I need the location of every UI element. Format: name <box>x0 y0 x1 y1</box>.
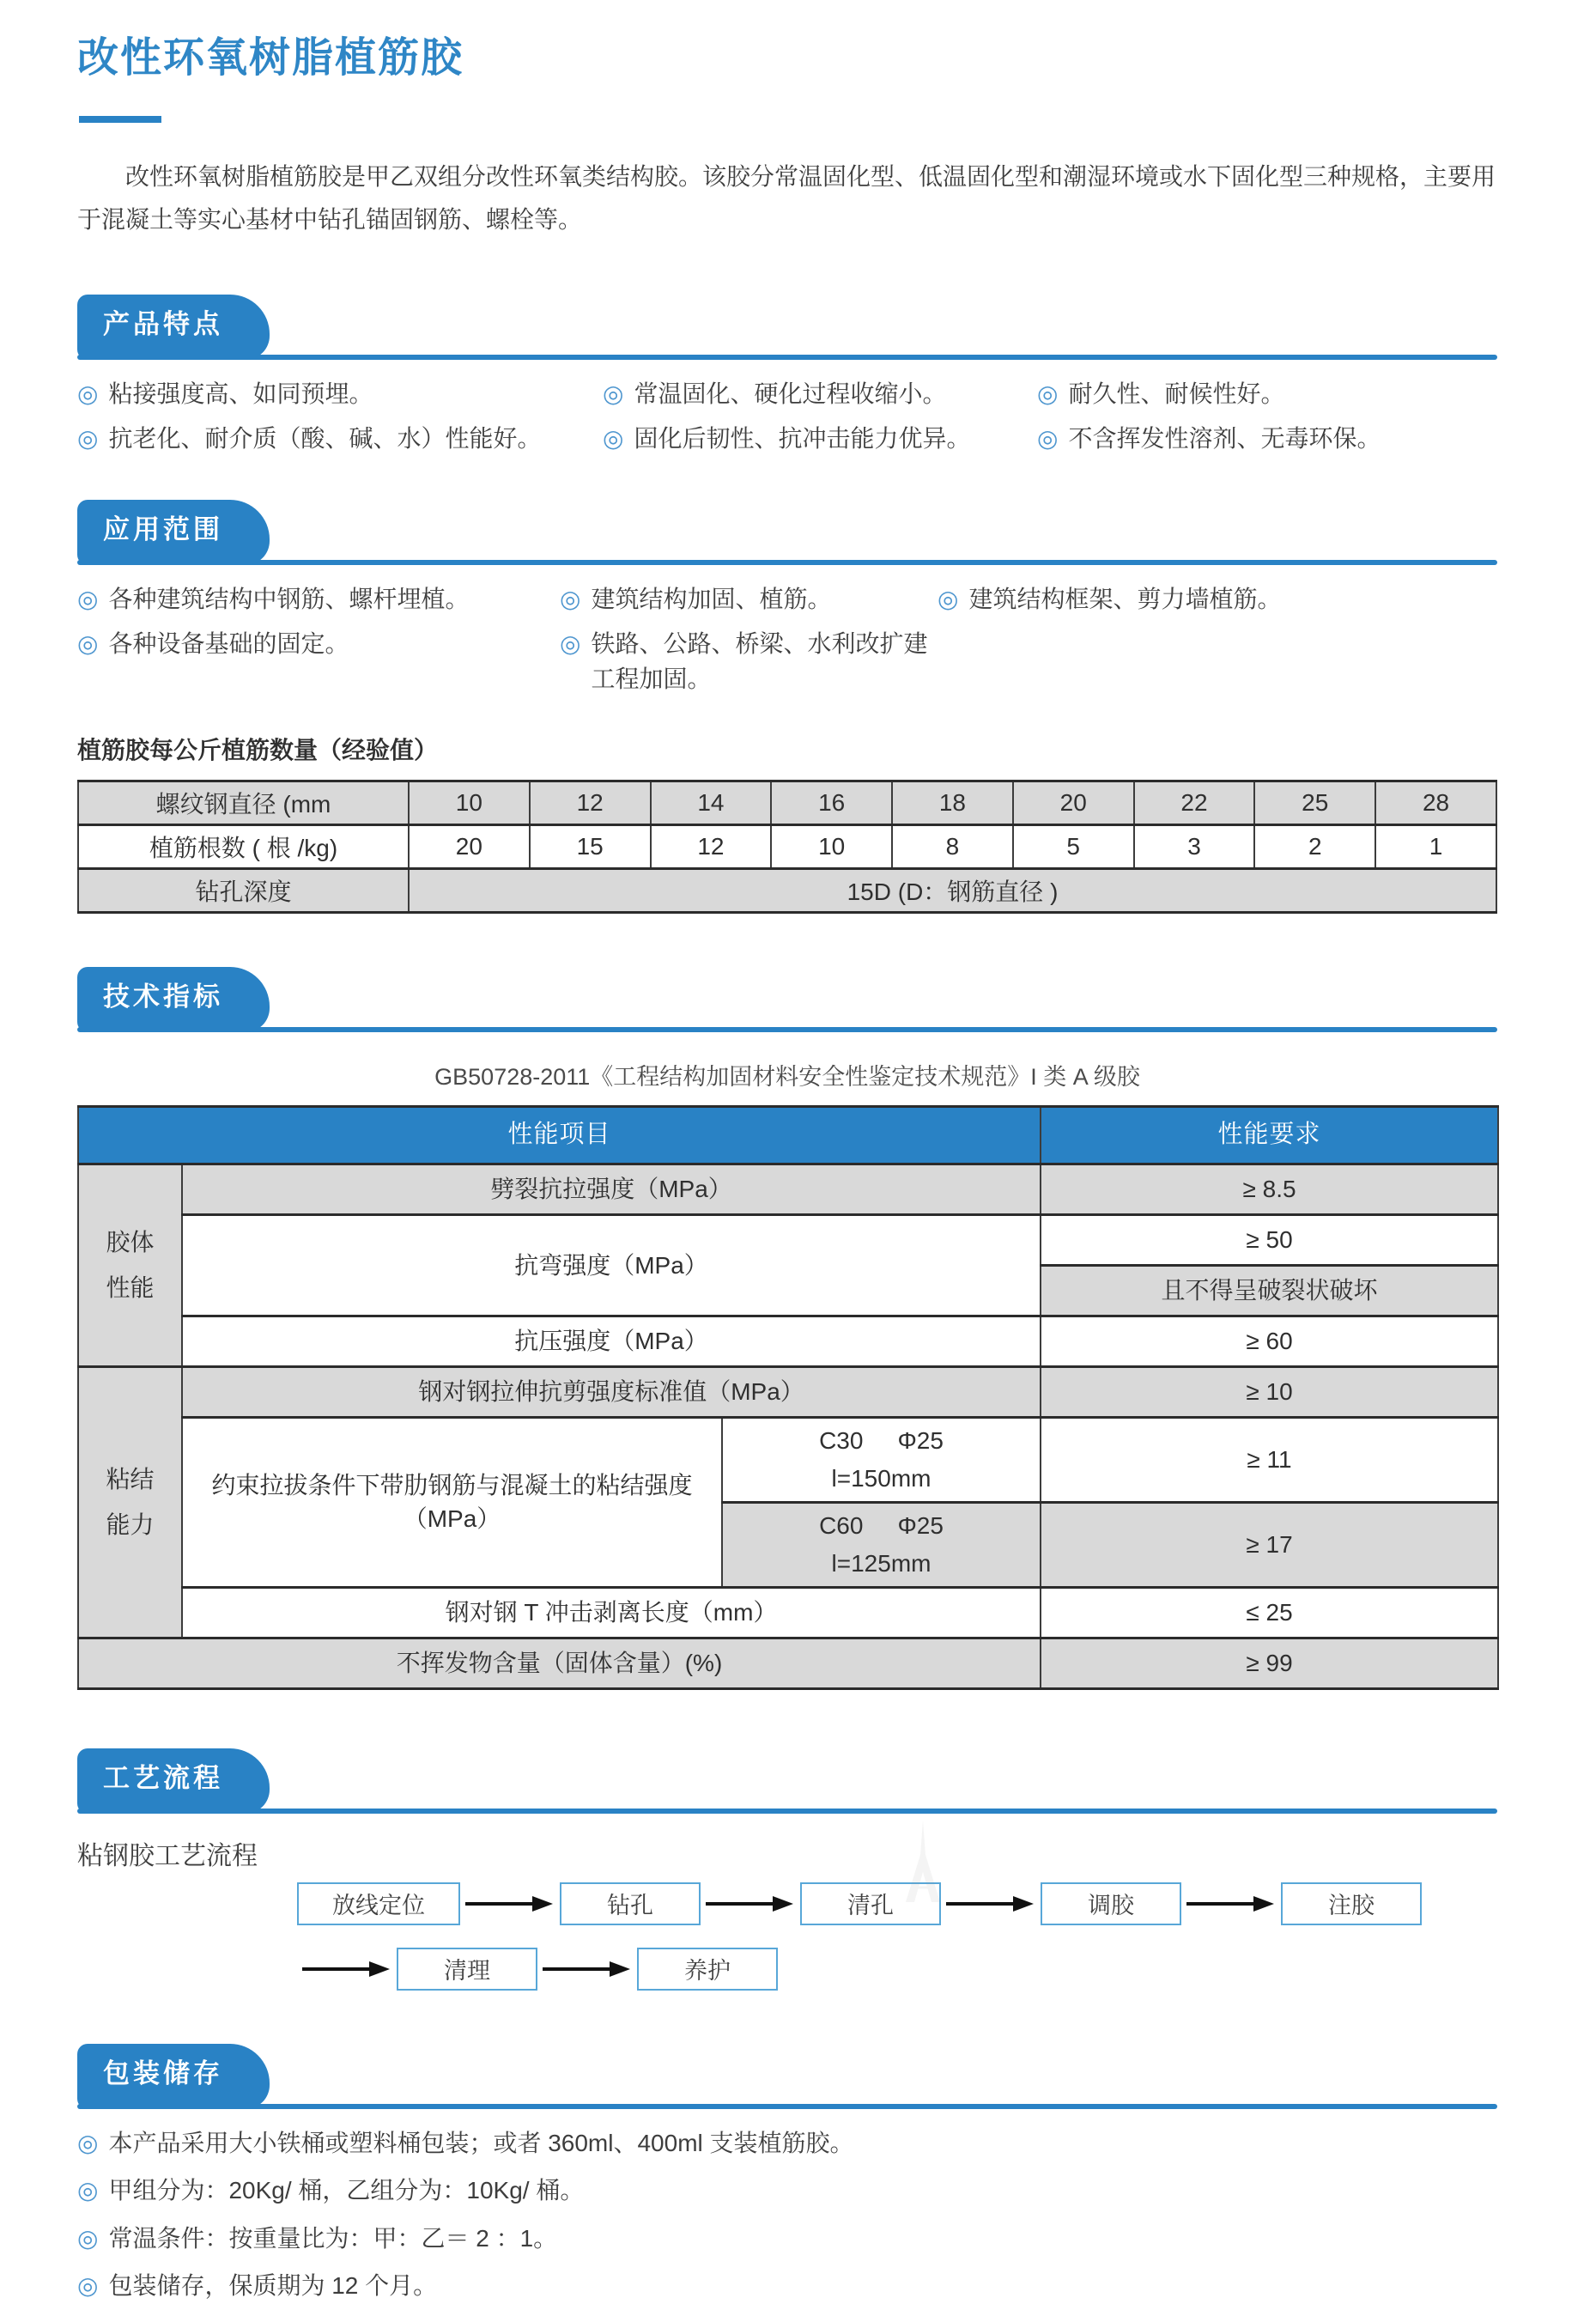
flow-step: 钻孔 <box>560 1882 701 1925</box>
bullet-icon: ◎ <box>77 425 99 453</box>
value-cell: ≥ 99 <box>1041 1638 1498 1688</box>
section-banner-specs <box>77 962 1497 1032</box>
list-item <box>603 422 1037 457</box>
group-header <box>78 1164 182 1366</box>
list-item <box>77 582 560 617</box>
application-text: 铁路、公路、桥梁、水利改扩建工程加固。 <box>591 630 928 693</box>
list-item <box>77 2269 1497 2304</box>
table-row <box>78 824 1496 868</box>
section-heading-process: 工艺流程 <box>77 1748 270 1814</box>
condition-bar: Φ25 <box>897 1512 944 1540</box>
table-cell: 1 <box>1375 824 1496 868</box>
table-row <box>78 1366 1498 1417</box>
value-cell: ≥ 11 <box>1041 1417 1498 1502</box>
rebar-table <box>77 780 1497 914</box>
applications-list <box>77 582 1497 697</box>
bullet-icon: ◎ <box>603 425 624 453</box>
row-header: 螺纹钢直径 (mm <box>78 781 409 824</box>
bullet-icon: ◎ <box>938 585 959 612</box>
storage-text: 常温条件：按重量比为：甲：乙＝ 2 ：1。 <box>108 2224 558 2252</box>
arrow-right-icon <box>706 1894 795 1914</box>
table-cell: 12 <box>651 824 772 868</box>
list-item <box>1037 422 1497 457</box>
condition-grade-bar <box>730 1424 1033 1457</box>
table-row <box>78 1316 1498 1366</box>
feature-text: 常温固化、硬化过程收缩小。 <box>634 380 947 407</box>
bullet-icon: ◎ <box>77 2129 99 2156</box>
flow-step: 注胶 <box>1281 1882 1422 1925</box>
table-row <box>78 1638 1498 1688</box>
storage-text: 本产品采用大小铁桶或塑料桶包装；或者 360ml、400ml 支装植筋胶。 <box>108 2129 854 2156</box>
list-item <box>938 582 1497 617</box>
process-subtitle: 粘钢胶工艺流程 <box>77 1841 258 1870</box>
bullet-icon: ◎ <box>1037 425 1059 453</box>
list-item <box>560 627 938 696</box>
property-cell: 抗压强度（MPa） <box>182 1316 1041 1366</box>
storage-list <box>77 2126 1497 2304</box>
bullet-icon: ◎ <box>77 380 99 407</box>
condition-cell <box>722 1417 1041 1502</box>
flow-step: 调胶 <box>1041 1882 1181 1925</box>
bullet-icon: ◎ <box>77 585 99 612</box>
condition-grade: C30 <box>819 1427 864 1455</box>
application-text: 建筑结构加固、植筋。 <box>591 585 832 612</box>
condition-grade: C60 <box>819 1512 864 1540</box>
table-cell: 20 <box>409 824 530 868</box>
condition-bar: Φ25 <box>897 1427 944 1455</box>
arrow-right-icon <box>465 1894 555 1914</box>
table-row <box>78 1164 1498 1214</box>
arrow-right-icon <box>302 1959 391 1979</box>
bullet-icon: ◎ <box>77 630 99 658</box>
specs-table <box>77 1105 1499 1690</box>
arrow-right-icon <box>543 1959 632 1979</box>
group-header <box>78 1366 182 1638</box>
condition-cell <box>722 1502 1041 1587</box>
bullet-icon: ◎ <box>77 2272 99 2300</box>
table-cell: 10 <box>771 824 892 868</box>
rebar-table-title: 植筋胶每公斤植筋数量（经验值） <box>77 736 439 763</box>
list-item <box>77 377 603 412</box>
group-label: 胶体性能 <box>106 1228 155 1302</box>
table-cell: 22 <box>1134 781 1255 824</box>
application-text: 各种设备基础的固定。 <box>108 630 349 658</box>
value-cell: ≥ 17 <box>1041 1502 1498 1587</box>
row-header: 钻孔深度 <box>78 868 409 912</box>
table-cell: 28 <box>1375 781 1496 824</box>
table-cell: 2 <box>1254 824 1375 868</box>
flow-step: 放线定位 <box>297 1882 460 1925</box>
section-banner-storage <box>77 2039 1497 2109</box>
property-cell: 钢对钢拉伸抗剪强度标准值（MPa） <box>182 1366 1041 1417</box>
process-flow-row-2 <box>297 1948 1497 1991</box>
table-cell: 12 <box>530 781 651 824</box>
flow-step: 清孔 <box>800 1882 941 1925</box>
feature-text: 耐久性、耐候性好。 <box>1068 380 1285 407</box>
section-banner-applications <box>77 495 1497 565</box>
feature-text: 不含挥发性溶剂、无毒环保。 <box>1068 425 1381 453</box>
table-row <box>78 1417 1498 1502</box>
flow-step: 清理 <box>397 1948 537 1991</box>
standard-note: GB50728-2011《工程结构加固材料安全性鉴定技术规范》I 类 A 级胶 <box>434 1063 1140 1090</box>
banner-rule <box>77 560 1497 565</box>
column-header: 性能项目 <box>78 1106 1041 1164</box>
application-text: 各种建筑结构中钢筋、螺杆埋植。 <box>108 585 470 612</box>
section-heading-specs: 技术指标 <box>77 967 270 1032</box>
tower-watermark <box>871 1821 974 1911</box>
feature-text: 固化后韧性、抗冲击能力优异。 <box>634 425 971 453</box>
section-banner-process <box>77 1743 1497 1814</box>
list-item <box>77 627 560 696</box>
bullet-icon: ◎ <box>560 630 581 658</box>
bullet-icon: ◎ <box>603 380 624 407</box>
intro-paragraph: 改性环氧树脂植筋胶是甲乙双组分改性环氧类结构胶。该胶分常温固化型、低温固化型和潮湿环境或水下固化型三种规格，主要用于混凝土等实心基材中钻孔锚固钢筋、螺栓等。 <box>77 163 1496 233</box>
list-item <box>77 2222 1497 2257</box>
list-item <box>77 2126 1497 2161</box>
property-cell: 劈裂抗拉强度（MPa） <box>182 1164 1041 1214</box>
table-cell: 14 <box>651 781 772 824</box>
list-item <box>77 2173 1497 2209</box>
banner-rule <box>77 1809 1497 1814</box>
table-cell: 5 <box>1013 824 1134 868</box>
property-cell: 不挥发物含量（固体含量）(%) <box>78 1638 1041 1688</box>
table-cell: 15D (D：钢筋直径 ) <box>409 868 1496 912</box>
bullet-icon: ◎ <box>77 2177 99 2204</box>
value-cell: ≥ 8.5 <box>1041 1164 1498 1214</box>
condition-length: l=125mm <box>831 1549 932 1577</box>
table-cell: 18 <box>892 781 1013 824</box>
application-text: 建筑结构框架、剪力墙植筋。 <box>968 585 1282 612</box>
storage-text: 甲组分为：20Kg/ 桶，乙组分为：10Kg/ 桶。 <box>108 2177 585 2204</box>
feature-text: 粘接强度高、如同预埋。 <box>108 380 373 407</box>
table-cell: 16 <box>771 781 892 824</box>
bullet-icon: ◎ <box>560 585 581 612</box>
section-heading-storage: 包装储存 <box>77 2044 270 2109</box>
table-cell: 8 <box>892 824 1013 868</box>
table-row <box>78 1106 1498 1164</box>
value-cell: 且不得呈破裂状破坏 <box>1041 1265 1498 1316</box>
page-title: 改性环氧树脂植筋胶 <box>77 35 464 81</box>
title-underline <box>79 116 161 123</box>
banner-rule <box>77 1027 1497 1032</box>
bullet-icon: ◎ <box>77 2224 99 2252</box>
bullet-icon: ◎ <box>1037 380 1059 407</box>
list-item <box>603 377 1037 412</box>
section-heading-applications: 应用范围 <box>77 500 270 565</box>
list-item <box>1037 377 1497 412</box>
table-row <box>78 781 1496 824</box>
storage-text: 包装储存，保质期为 12 个月。 <box>108 2272 438 2300</box>
banner-rule <box>77 2104 1497 2109</box>
features-list <box>77 377 1497 457</box>
section-banner-features <box>77 289 1497 360</box>
table-cell: 20 <box>1013 781 1134 824</box>
value-cell: ≥ 50 <box>1041 1214 1498 1265</box>
feature-text: 抗老化、耐介质（酸、碱、水）性能好。 <box>108 425 542 453</box>
list-item <box>560 582 938 617</box>
section-heading-features: 产品特点 <box>77 295 270 360</box>
condition-length: l=150mm <box>831 1464 932 1492</box>
value-cell: ≥ 10 <box>1041 1366 1498 1417</box>
condition-grade-bar <box>730 1509 1033 1542</box>
property-cell: 约束拉拔条件下带肋钢筋与混凝土的粘结强度（MPa） <box>182 1417 722 1587</box>
arrow-right-icon <box>1186 1894 1276 1914</box>
property-cell: 钢对钢 T 冲击剥离长度（mm） <box>182 1587 1041 1638</box>
group-label: 粘结能力 <box>106 1465 155 1539</box>
table-row <box>78 868 1496 912</box>
column-header: 性能要求 <box>1041 1106 1498 1164</box>
list-item <box>77 422 603 457</box>
table-cell: 10 <box>409 781 530 824</box>
banner-rule <box>77 355 1497 360</box>
table-row <box>78 1214 1498 1265</box>
property-cell: 抗弯强度（MPa） <box>182 1214 1041 1316</box>
value-cell: ≤ 25 <box>1041 1587 1498 1638</box>
table-cell: 25 <box>1254 781 1375 824</box>
value-cell: ≥ 60 <box>1041 1316 1498 1366</box>
flow-step: 养护 <box>637 1948 778 1991</box>
table-row <box>78 1587 1498 1638</box>
table-cell: 15 <box>530 824 651 868</box>
row-header: 植筋根数 ( 根 /kg) <box>78 824 409 868</box>
table-cell: 3 <box>1134 824 1255 868</box>
